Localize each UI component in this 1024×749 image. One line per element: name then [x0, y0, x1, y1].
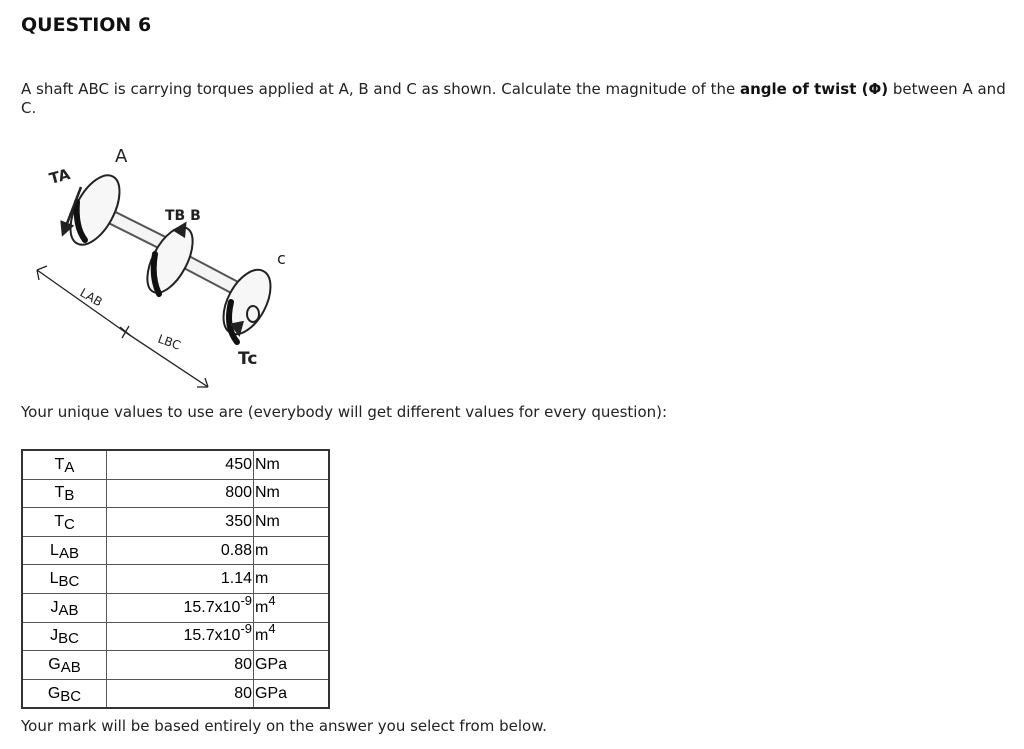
symbol-subscript: BC — [58, 630, 79, 648]
value-number: 15.7x10 — [183, 598, 241, 616]
value-number: 0.88 — [220, 541, 252, 559]
unit-exponent: 4 — [268, 621, 276, 637]
table-row — [22, 508, 329, 537]
symbol-subscript: AB — [58, 601, 79, 619]
symbol-letter: G — [47, 684, 61, 702]
symbol-subscript: AB — [58, 544, 79, 562]
unit-cell — [254, 450, 330, 479]
symbol-cell — [22, 536, 107, 565]
unit-cell — [254, 508, 330, 537]
value-number: 350 — [225, 512, 252, 530]
symbol-cell — [22, 508, 107, 537]
unit-text: GPa — [255, 684, 288, 702]
value-cell — [107, 536, 254, 565]
symbol-subscript: C — [63, 515, 75, 533]
dimension-lines — [37, 266, 208, 387]
prompt-text-start: A shaft ABC is carrying torques applied at A, B and C as shown. Calculate the magnitude of the — [21, 80, 740, 98]
table-row — [22, 622, 329, 651]
table-row — [22, 593, 329, 622]
unit-cell — [254, 679, 330, 708]
value-cell — [107, 679, 254, 708]
prompt-bold-term: angle of twist (Φ) — [739, 80, 889, 98]
value-exponent: -9 — [240, 592, 252, 608]
unit-text: m — [255, 570, 269, 588]
unit-cell — [254, 593, 330, 622]
prompt-text-end: between A and C. — [21, 80, 1006, 117]
question-prompt — [21, 80, 1011, 118]
label-c: c — [277, 249, 286, 268]
value-cell — [107, 479, 254, 508]
value-cell — [107, 593, 254, 622]
value-number: 15.7x10 — [183, 627, 241, 645]
symbol-subscript: A — [64, 458, 75, 476]
symbol-letter: L — [49, 570, 59, 588]
value-number: 450 — [225, 455, 252, 473]
unit-exponent: 4 — [268, 592, 276, 608]
unit-text: Nm — [255, 512, 280, 530]
table-row — [22, 679, 329, 708]
values-note: Your unique values to use are (everybody will get different values for every question): — [21, 403, 668, 421]
question-title: QUESTION 6 — [21, 14, 152, 36]
unit-cell — [254, 565, 330, 594]
unit-cell — [254, 651, 330, 680]
value-number: 1.14 — [220, 570, 252, 588]
symbol-subscript: BC — [60, 687, 82, 705]
unit-cell — [254, 536, 330, 565]
symbol-letter: T — [54, 455, 65, 473]
value-cell — [107, 622, 254, 651]
symbol-subscript: BC — [58, 573, 80, 591]
symbol-cell — [22, 593, 107, 622]
symbol-cell — [22, 622, 107, 651]
symbol-cell — [22, 450, 107, 479]
label-tc: Tc — [238, 349, 258, 369]
symbol-cell — [22, 651, 107, 680]
symbol-subscript: AB — [60, 658, 81, 676]
unit-text: m — [255, 627, 269, 645]
value-number: 800 — [225, 484, 252, 502]
label-lbc: LBC — [155, 331, 183, 353]
symbol-cell — [22, 479, 107, 508]
symbol-letter: J — [50, 627, 59, 645]
values-table — [21, 449, 330, 709]
unit-text: Nm — [255, 484, 280, 502]
unit-text: Nm — [255, 455, 280, 473]
symbol-subscript: B — [64, 487, 75, 505]
table-row — [22, 479, 329, 508]
value-cell — [107, 450, 254, 479]
value-number: 80 — [234, 684, 252, 702]
value-cell — [107, 508, 254, 537]
value-cell — [107, 651, 254, 680]
unit-text: m — [255, 541, 269, 559]
value-cell — [107, 565, 254, 594]
shaft-diagram — [25, 142, 325, 397]
table-row — [22, 565, 329, 594]
table-row — [22, 450, 329, 479]
symbol-letter: T — [54, 484, 65, 502]
value-exponent: -9 — [240, 621, 252, 637]
symbol-letter: L — [50, 541, 59, 559]
table-row — [22, 536, 329, 565]
unit-text: m — [255, 598, 269, 616]
unit-text: GPa — [255, 655, 288, 673]
table-row — [22, 651, 329, 680]
symbol-letter: G — [48, 655, 61, 673]
unit-cell — [254, 622, 330, 651]
label-tb-b: TB B — [165, 208, 201, 224]
footer-note: Your mark will be based entirely on the answer you select from below. — [21, 717, 547, 735]
symbol-letter: T — [54, 512, 64, 530]
label-ta: TA — [47, 165, 73, 188]
unit-cell — [254, 479, 330, 508]
symbol-letter: J — [50, 598, 59, 616]
value-number: 80 — [234, 655, 252, 673]
label-lab: LAB — [77, 285, 105, 310]
label-a: A — [115, 146, 128, 167]
symbol-cell — [22, 565, 107, 594]
symbol-cell — [22, 679, 107, 708]
